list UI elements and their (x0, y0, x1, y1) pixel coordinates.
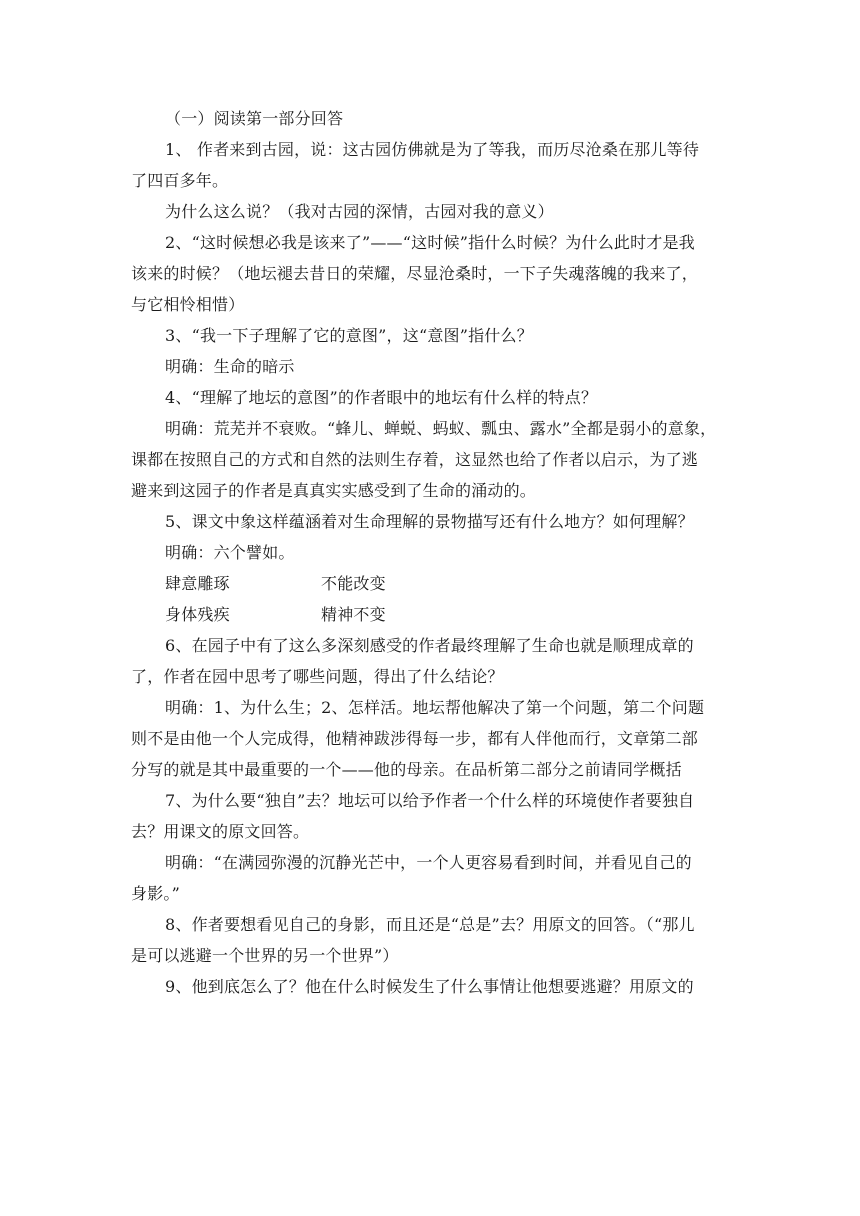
paragraph-line: 3、“我一下子理解了它的意图”，这“意图”指什么？ (165, 326, 533, 345)
paragraph-line: 明确：六个譬如。 (165, 543, 295, 562)
paragraph-line: 8、作者要想看见自己的身影，而且还是“总是”去？用原文的回答。（“那儿 (165, 915, 695, 934)
paragraph-line: 则不是由他一个人完成得，他精神跋涉得每一步，都有人伴他而行，文章第二部 (131, 729, 699, 748)
contrast-pair-row (131, 568, 729, 599)
contrast-pair-right: 不能改变 (321, 574, 386, 593)
paragraph-line: 了四百多年。 (131, 171, 229, 190)
contrast-pair-row (131, 599, 729, 630)
paragraph-line: 课都在按照自己的方式和自然的法则生存着，这显然也给了作者以启示，为了逃 (131, 450, 699, 469)
paragraph-line: 4、“理解了地坛的意图”的作者眼中的地坛有什么样的特点？ (165, 388, 598, 407)
paragraph-line: 去？用课文的原文回答。 (131, 822, 310, 841)
contrast-pair-left: 身体残疾 (165, 605, 230, 624)
paragraph-line: 2、“这时候想必我是该来了”——“这时候”指什么时候？为什么此时才是我 (165, 233, 695, 252)
paragraph-line: 了，作者在园中思考了哪些问题，得出了什么结论？ (131, 667, 504, 686)
paragraph-line: 明确：生命的暗示 (165, 357, 295, 376)
paragraph-line: 身影。” (131, 884, 180, 903)
paragraph-line: 明确：荒芜并不衰败。“蜂儿、蝉蜕、蚂蚁、瓢虫、露水”全都是弱小的意象， (165, 419, 717, 438)
paragraph-line: 避来到这园子的作者是真真实实感受到了生命的涌动的。 (131, 481, 537, 500)
paragraph-line: 5、课文中象这样蕴涵着对生命理解的景物描写还有什么地方？如何理解？ (165, 512, 694, 531)
paragraph-line: 1、 作者来到古园，说：这古园仿佛就是为了等我，而历尽沧桑在那儿等待 (165, 140, 700, 159)
paragraph-line: 是可以逃避一个世界的另一个世界”） (131, 946, 399, 965)
paragraph-line: 明确：“在满园弥漫的沉静光芒中，一个人更容易看到时间，并看见自己的 (165, 853, 692, 872)
paragraph-line: 该来的时候？（地坛褪去昔日的荣耀，尽显沧桑时，一下子失魂落魄的我来了， (131, 264, 699, 283)
section-heading: （一）阅读第一部分回答 (165, 109, 344, 128)
paragraph-line: 9、他到底怎么了？他在什么时候发生了什么事情让他想要逃避？用原文的 (165, 977, 694, 996)
contrast-pair-left: 肆意雕琢 (165, 574, 230, 593)
paragraph-line: 与它相怜相惜） (131, 295, 245, 314)
paragraph-line: 为什么这么说？（我对古园的深情，古园对我的意义） (165, 202, 554, 221)
document-page (131, 103, 729, 1002)
paragraph-line: 6、在园子中有了这么多深刻感受的作者最终理解了生命也就是顺理成章的 (165, 636, 694, 655)
paragraph-line: 明确：1、为什么生；2、怎样活。地坛帮他解决了第一个问题，第二个问题 (165, 698, 705, 717)
paragraph-line: 分写的就是其中最重要的一个——他的母亲。在品析第二部分之前请同学概括 (131, 760, 682, 779)
contrast-pair-right: 精神不变 (321, 605, 386, 624)
paragraph-line: 7、为什么要“独自”去？地坛可以给予作者一个什么样的环境使作者要独自 (165, 791, 695, 810)
